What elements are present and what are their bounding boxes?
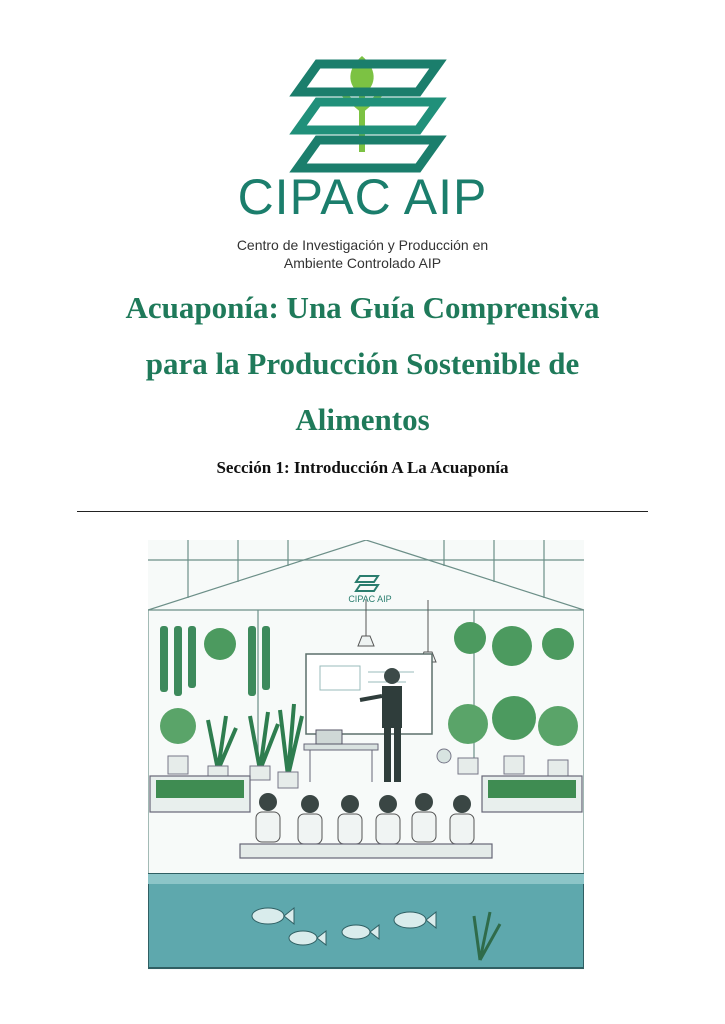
section-heading: Sección 1: Introducción A La Acuaponía	[216, 458, 509, 477]
title-line-3: Alimentos	[295, 402, 430, 437]
document-title	[40, 280, 685, 448]
divider	[77, 511, 648, 512]
organization-name	[0, 236, 725, 272]
org-line-2: Ambiente Controlado AIP	[283, 255, 442, 271]
brand-name: CIPAC AIP	[237, 169, 488, 225]
title-line-1: Acuaponía: Una Guía Comprensiva	[125, 290, 600, 325]
illustration-banner-text: CIPAC AIP	[348, 594, 392, 604]
aquaponics-classroom-illustration	[148, 540, 584, 970]
org-line-1: Centro de Investigación y Producción en	[236, 237, 489, 253]
title-line-2: para la Producción Sostenible de	[145, 346, 580, 381]
